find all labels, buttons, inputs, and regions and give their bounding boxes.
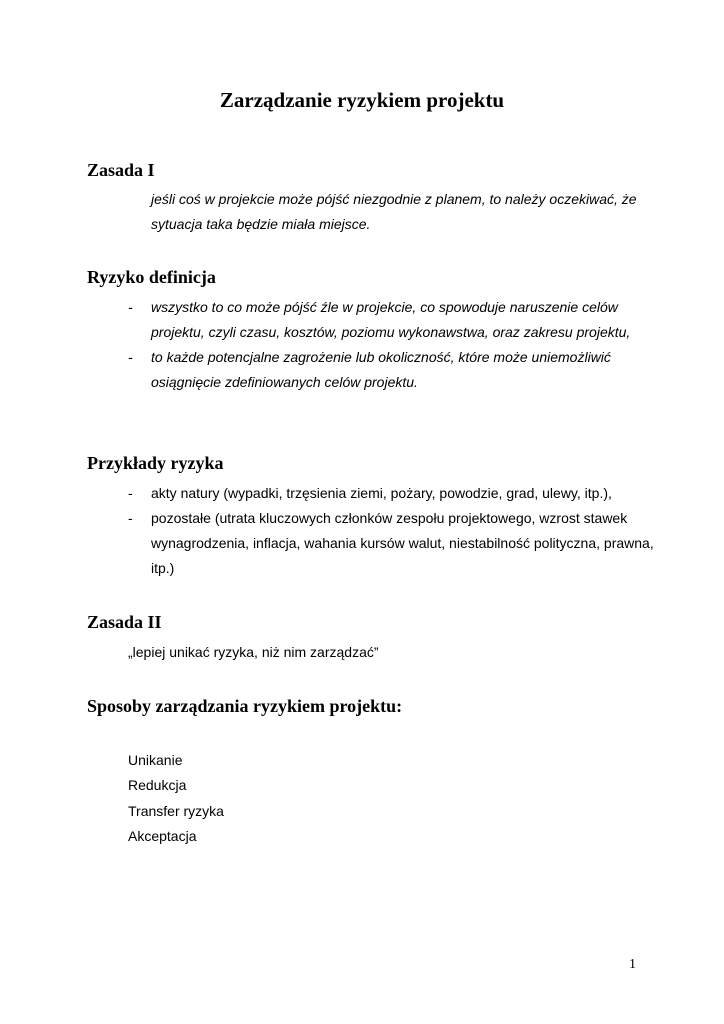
method-transfer-ryzyka: Transfer ryzyka: [128, 802, 224, 819]
list-item: [128, 506, 658, 581]
list-dash: -: [128, 485, 133, 501]
heading-ryzyko-definicja: Ryzyko definicja: [87, 267, 216, 287]
zasada-2-quote: „lepiej unikać ryzyka, niż nim zarządzać”: [128, 644, 379, 660]
document-title: Zarządzanie ryzykiem projektu: [219, 88, 505, 112]
heading-sposoby-zarzadzania: Sposoby zarządzania ryzykiem projektu:: [87, 696, 403, 716]
list-dash: -: [128, 299, 133, 315]
list-item: [128, 345, 658, 395]
heading-zasada-2: Zasada II: [87, 612, 162, 632]
method-redukcja: Redukcja: [128, 777, 187, 794]
heading-zasada-1: Zasada I: [87, 160, 155, 180]
zasada-1-text: jeśli coś w projekcie może pójść niezgodnie z planem, to należy oczekiwać, że sytuacja taka będzie miała miejsce.: [151, 191, 637, 232]
method-akceptacja: Akceptacja: [128, 827, 197, 844]
method-unikanie: Unikanie: [128, 752, 183, 768]
example-item-2: pozostałe (utrata kluczowych członków zespołu projektowego, wzrost stawek wynagrodzenia, inflacja, wahania kursów walut, niestabilność polityczna, prawna, itp.): [151, 510, 654, 576]
definition-item-2: to każde potencjalne zagrożenie lub okoliczność, które może uniemożliwić osiągnięcie zdefiniowanych celów projektu.: [151, 349, 611, 390]
heading-przyklady-ryzyka: Przykłady ryzyka: [87, 453, 224, 473]
example-item-1: akty natury (wypadki, trzęsienia ziemi, pożary, powodzie, grad, ulewy, itp.),: [151, 485, 612, 501]
list-dash: -: [128, 349, 133, 365]
definition-list: [128, 295, 658, 395]
examples-list: [128, 481, 658, 581]
list-item: [128, 295, 658, 345]
definition-item-1: wszystko to co może pójść źle w projekcie, co spowoduje naruszenie celów projektu, czyli czasu, kosztów, poziomu wykonawstwa, oraz zakresu projektu,: [151, 299, 631, 340]
list-item: [128, 481, 658, 506]
methods-list: [128, 748, 224, 849]
page-number: 1: [629, 957, 636, 972]
list-dash: -: [128, 510, 133, 526]
